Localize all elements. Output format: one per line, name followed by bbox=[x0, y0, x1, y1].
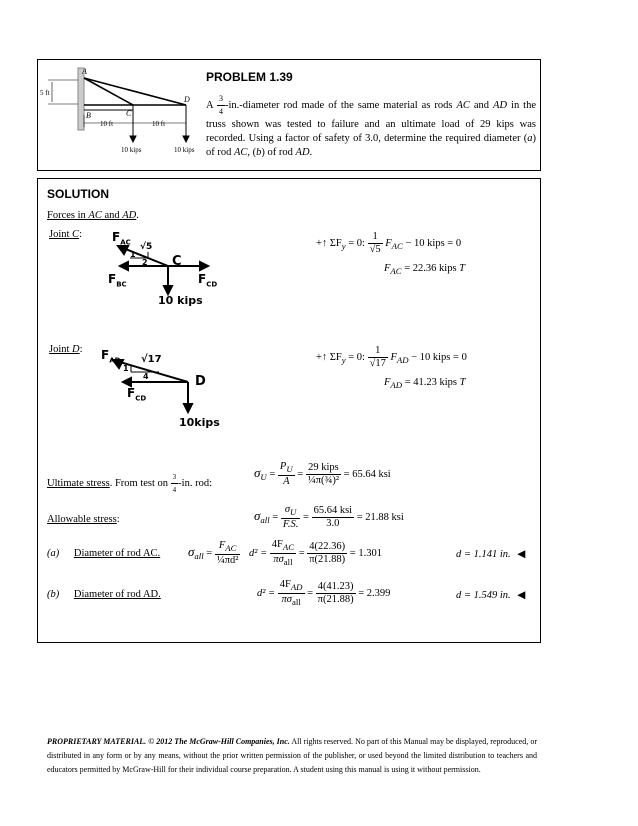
eq-d-frac-num: 1 bbox=[368, 345, 388, 358]
a-f2-den bbox=[270, 554, 296, 568]
solution-title: SOLUTION bbox=[47, 187, 109, 201]
eq-d-lhs: +↑ ΣF bbox=[316, 351, 342, 363]
forces-prefix: Forces in bbox=[47, 210, 86, 221]
dim-10ft-1: 10 ft bbox=[100, 120, 114, 128]
eq-c-result-t: T bbox=[459, 263, 466, 274]
footer-text: All rights reserved. No part of this Manual may be displayed, reproduced, or distributed in any form or by any means, without the prior written permission of the publisher, or used beyond the limited distribution to teachers and educators permitted by McGraw-Hill for their individual course preparation. A student using this manual is using it without permission. bbox=[47, 737, 537, 774]
eq-d-force: F bbox=[390, 351, 397, 363]
eq-c-result-f: F bbox=[384, 263, 391, 274]
problem-text-2: in the truss shown was tested to failure and an ultimate load of 29 kips was recorded. Using a factor of safety of 3.0, determine the required diameter ( bbox=[206, 99, 537, 144]
eq-c-force-sub: AC bbox=[391, 241, 403, 251]
dim-5ft: 5 ft bbox=[40, 89, 50, 97]
ult-eq2: = bbox=[297, 468, 304, 480]
problem-title: PROBLEM 1.39 bbox=[206, 70, 293, 84]
ultimate-frac-den: 4 bbox=[172, 486, 177, 494]
truss-label-c: C bbox=[126, 109, 132, 118]
problem-text-and: and bbox=[473, 99, 490, 111]
sketch-c-fbc-f: F bbox=[108, 272, 117, 286]
a-f2-num-f: 4F bbox=[271, 539, 283, 550]
a-f2-den-p: πσ bbox=[273, 554, 284, 566]
problem-text-5: ) of rod bbox=[261, 147, 293, 158]
joint-d-word: Joint bbox=[49, 344, 70, 355]
eq-d bbox=[316, 345, 467, 370]
sketch-c-r5: √5 bbox=[140, 242, 153, 252]
a-f2-num-sub: AC bbox=[282, 542, 295, 553]
forces-ad: AD bbox=[122, 210, 137, 221]
all-f2 bbox=[312, 505, 355, 530]
a-f3-den: π(21.88) bbox=[309, 554, 346, 566]
ult-sigma-sub: U bbox=[260, 472, 267, 483]
ultimate-text: . From test on bbox=[109, 477, 169, 489]
joint-c-underline bbox=[49, 229, 79, 240]
eq-c-lhs: +↑ ΣF bbox=[316, 237, 342, 249]
all-eq1: = bbox=[272, 511, 279, 523]
b-f1-den-sub: all bbox=[291, 597, 301, 608]
load-label-2: 10 kips bbox=[174, 146, 195, 154]
a-f1-num bbox=[215, 540, 241, 555]
sketch-d-load: 10kips bbox=[179, 416, 220, 429]
a-sigma: σ bbox=[188, 544, 195, 559]
eq-d-mid: = 0: bbox=[348, 351, 365, 363]
sketch-d-fad-sub: AD bbox=[109, 356, 121, 365]
ult-result: = 65.64 ksi bbox=[343, 468, 391, 480]
sketch-d-fcd bbox=[127, 386, 146, 402]
part-a-eq bbox=[188, 539, 382, 568]
eq-d-sub: y bbox=[341, 355, 346, 365]
eq-c-frac-num: 1 bbox=[368, 231, 383, 244]
ult-f2-num: 29 kips bbox=[306, 462, 341, 475]
ult-f1-num-sub: U bbox=[286, 464, 293, 475]
part-a-num: (a) bbox=[47, 548, 60, 559]
b-f2-num: 4(41.23) bbox=[316, 581, 356, 594]
joint-c-sketch bbox=[98, 224, 238, 314]
problem-box bbox=[37, 59, 541, 171]
truss-figure bbox=[38, 60, 203, 168]
footer-bold: PROPRIETARY MATERIAL. © 2012 The McGraw-Hill Companies, Inc. bbox=[47, 737, 290, 746]
forces-heading bbox=[47, 210, 139, 221]
sketch-d-fcd-f: F bbox=[127, 386, 136, 400]
eq-c-force: F bbox=[385, 237, 392, 249]
all-sigma: σ bbox=[254, 507, 261, 523]
ult-f2 bbox=[306, 462, 341, 487]
ult-eq1: = bbox=[269, 468, 276, 480]
truss-label-a: A bbox=[82, 67, 87, 76]
sketch-c-load: 10 kips bbox=[158, 294, 203, 307]
allow-eq bbox=[254, 504, 404, 531]
a-eq: = bbox=[206, 548, 213, 559]
all-f2-den: 3.0 bbox=[326, 518, 340, 530]
all-f2-num: 65.64 ksi bbox=[313, 505, 353, 517]
eq-d-result-t: T bbox=[459, 377, 466, 388]
part-b: b bbox=[256, 147, 262, 158]
rod-ad: AD bbox=[493, 99, 508, 111]
all-eq2: = bbox=[303, 511, 309, 523]
problem-text-end: . bbox=[309, 147, 313, 158]
sketch-d-fcd-sub: CD bbox=[135, 394, 147, 403]
forces-ac: AC bbox=[88, 210, 102, 221]
ult-f1-den: A bbox=[283, 476, 290, 488]
forces-heading-text bbox=[47, 210, 136, 221]
eq-d-result bbox=[384, 377, 466, 390]
a-f2-num bbox=[270, 539, 296, 554]
ultimate-eq bbox=[254, 461, 391, 488]
truss-label-b: B bbox=[86, 111, 91, 120]
joint-d-label: Joint D: bbox=[49, 344, 83, 355]
ult-sigma: σ bbox=[254, 464, 261, 480]
b-f1-den bbox=[278, 594, 305, 608]
allow-colon: : bbox=[116, 514, 120, 525]
part-b-num: (b) bbox=[47, 589, 60, 600]
a-result: = 1.301 bbox=[349, 548, 382, 559]
forces-end: . bbox=[136, 210, 139, 221]
sketch-c-fcd bbox=[198, 272, 217, 288]
problem-text-3: ) of rod bbox=[206, 133, 536, 158]
joint-d-underline bbox=[49, 344, 80, 355]
b-f2-den: π(21.88) bbox=[317, 594, 354, 606]
all-f1-num-s: σ bbox=[284, 504, 291, 515]
rod-ad-2: AD bbox=[295, 147, 310, 158]
fraction-num: 3 bbox=[217, 93, 225, 106]
joint-d-letter: D bbox=[72, 344, 80, 355]
eq-d-result-sub: AD bbox=[390, 380, 403, 391]
footer bbox=[47, 735, 537, 777]
sketch-c-fbc bbox=[108, 272, 127, 288]
part-b-eq bbox=[257, 579, 390, 608]
b-f1-num-f: 4F bbox=[279, 579, 291, 590]
eq-c-sub: y bbox=[341, 241, 346, 251]
sketch-c-fcd-f: F bbox=[198, 272, 207, 286]
eq-c-result-sub: AC bbox=[390, 266, 402, 277]
eq-d-result-val: = 41.23 kips bbox=[404, 377, 458, 388]
sketch-c-one: 1 bbox=[130, 250, 136, 259]
b-answer-text: d = 1.549 in. bbox=[456, 590, 511, 601]
all-result: = 21.88 ksi bbox=[356, 511, 404, 523]
sketch-c-fcd-sub: CD bbox=[206, 280, 218, 289]
b-f1-num-sub: AD bbox=[290, 582, 303, 593]
ult-f1-num-p: P bbox=[279, 461, 287, 472]
joint-c-label: Joint C: bbox=[49, 229, 82, 240]
part-a: a bbox=[527, 133, 533, 144]
answer-marker-a: ◀ bbox=[517, 549, 526, 560]
eq-c-result-val: = 22.36 kips bbox=[404, 263, 457, 274]
b-eq: = bbox=[307, 588, 314, 599]
eq-c bbox=[316, 231, 461, 256]
eq-d-frac bbox=[368, 345, 388, 370]
problem-fraction bbox=[217, 93, 225, 118]
eq-d-rhs: − 10 kips = 0 bbox=[411, 351, 467, 363]
all-f1-num bbox=[281, 504, 301, 519]
ultimate-label bbox=[47, 471, 212, 496]
b-f2 bbox=[316, 581, 356, 606]
answer-marker-b: ◀ bbox=[517, 590, 526, 601]
a-eq3: = bbox=[298, 548, 305, 559]
problem-text-a: A bbox=[206, 99, 214, 111]
sketch-c-two: 2 bbox=[142, 258, 148, 267]
sketch-d-one: 1 bbox=[123, 364, 129, 373]
ultimate-label-text: Ultimate stress bbox=[47, 477, 110, 489]
truss-label-d: D bbox=[184, 95, 190, 104]
part-b-answer bbox=[456, 589, 525, 601]
a-sigma-sub: all bbox=[194, 551, 204, 562]
eq-c-mid: = 0: bbox=[348, 237, 365, 249]
part-b-text: Diameter of rod AD. bbox=[73, 589, 161, 600]
all-f1 bbox=[281, 504, 301, 531]
eq-c-result bbox=[384, 263, 465, 276]
ult-f2-den: ¼π(¾)² bbox=[307, 475, 340, 487]
dim-10ft-2: 10 ft bbox=[152, 120, 166, 128]
eq-c-frac bbox=[368, 231, 383, 256]
all-sigma-sub: all bbox=[260, 515, 270, 526]
ultimate-frac-num: 3 bbox=[171, 471, 179, 484]
sketch-c-fac-f: F bbox=[112, 230, 121, 244]
rod-ac-2: AC bbox=[234, 147, 248, 158]
problem-statement bbox=[206, 93, 536, 160]
part-a-label bbox=[47, 548, 160, 559]
part-a-text: Diameter of rod AC. bbox=[73, 548, 161, 559]
joint-c-letter: C bbox=[72, 229, 80, 240]
sketch-d-d: D bbox=[195, 374, 206, 389]
a-f1-num-f: F bbox=[218, 540, 226, 552]
all-f1-num-sub: U bbox=[290, 507, 297, 518]
allow-label bbox=[47, 514, 120, 525]
eq-d-result-f: F bbox=[384, 377, 391, 388]
load-label-1: 10 kips bbox=[121, 146, 142, 154]
a-f3-num: 4(22.36) bbox=[307, 541, 347, 554]
solution-box bbox=[37, 178, 541, 643]
ult-f1-num bbox=[278, 461, 295, 476]
a-f2 bbox=[270, 539, 296, 568]
a-f1-num-sub: AC bbox=[225, 543, 237, 554]
forces-and: and bbox=[104, 210, 120, 221]
problem-text-1: -in.-diameter rod made of the same material as rods bbox=[225, 99, 453, 111]
sketch-c-fac bbox=[112, 230, 131, 246]
fraction-den: 4 bbox=[219, 107, 223, 116]
sketch-c-fac-sub: AC bbox=[120, 238, 131, 247]
sketch-c-fbc-sub: BC bbox=[116, 280, 127, 289]
sketch-c-c: C bbox=[172, 254, 182, 269]
joint-c-word: Joint bbox=[49, 229, 70, 240]
all-f1-den: F.S. bbox=[282, 519, 299, 531]
eq-d-force-sub: AD bbox=[396, 355, 409, 365]
a-f2-den-sub: all bbox=[283, 557, 293, 568]
ult-f1 bbox=[278, 461, 295, 488]
allow-label-text: Allowable stress bbox=[47, 514, 117, 525]
b-f1-num bbox=[278, 579, 305, 594]
part-a-answer bbox=[456, 548, 525, 560]
problem-text-4: , ( bbox=[247, 147, 257, 158]
sketch-d-r17: √17 bbox=[141, 354, 162, 365]
eq-d-frac-den: √17 bbox=[369, 358, 386, 369]
b-result: = 2.399 bbox=[358, 588, 391, 599]
a-f3 bbox=[307, 541, 347, 566]
b-f1-den-p: πσ bbox=[281, 594, 292, 606]
eq-c-rhs: − 10 kips = 0 bbox=[405, 237, 462, 249]
part-b-label bbox=[47, 589, 161, 600]
a-f1-den: ¼πd² bbox=[216, 555, 239, 567]
a-f1 bbox=[215, 540, 241, 567]
sketch-d-four: 4 bbox=[143, 372, 149, 381]
eq-c-frac-den: √5 bbox=[369, 244, 381, 255]
b-d2: d² = bbox=[257, 588, 276, 599]
sketch-d-fad-f: F bbox=[101, 348, 110, 362]
b-f1 bbox=[278, 579, 305, 608]
joint-d-sketch bbox=[83, 342, 223, 442]
rod-ac: AC bbox=[456, 99, 470, 111]
ultimate-text2: -in. rod: bbox=[178, 477, 212, 489]
a-d2: d² = bbox=[249, 548, 268, 559]
sketch-d-fad bbox=[101, 348, 120, 364]
a-answer-text: d = 1.141 in. bbox=[456, 549, 511, 560]
